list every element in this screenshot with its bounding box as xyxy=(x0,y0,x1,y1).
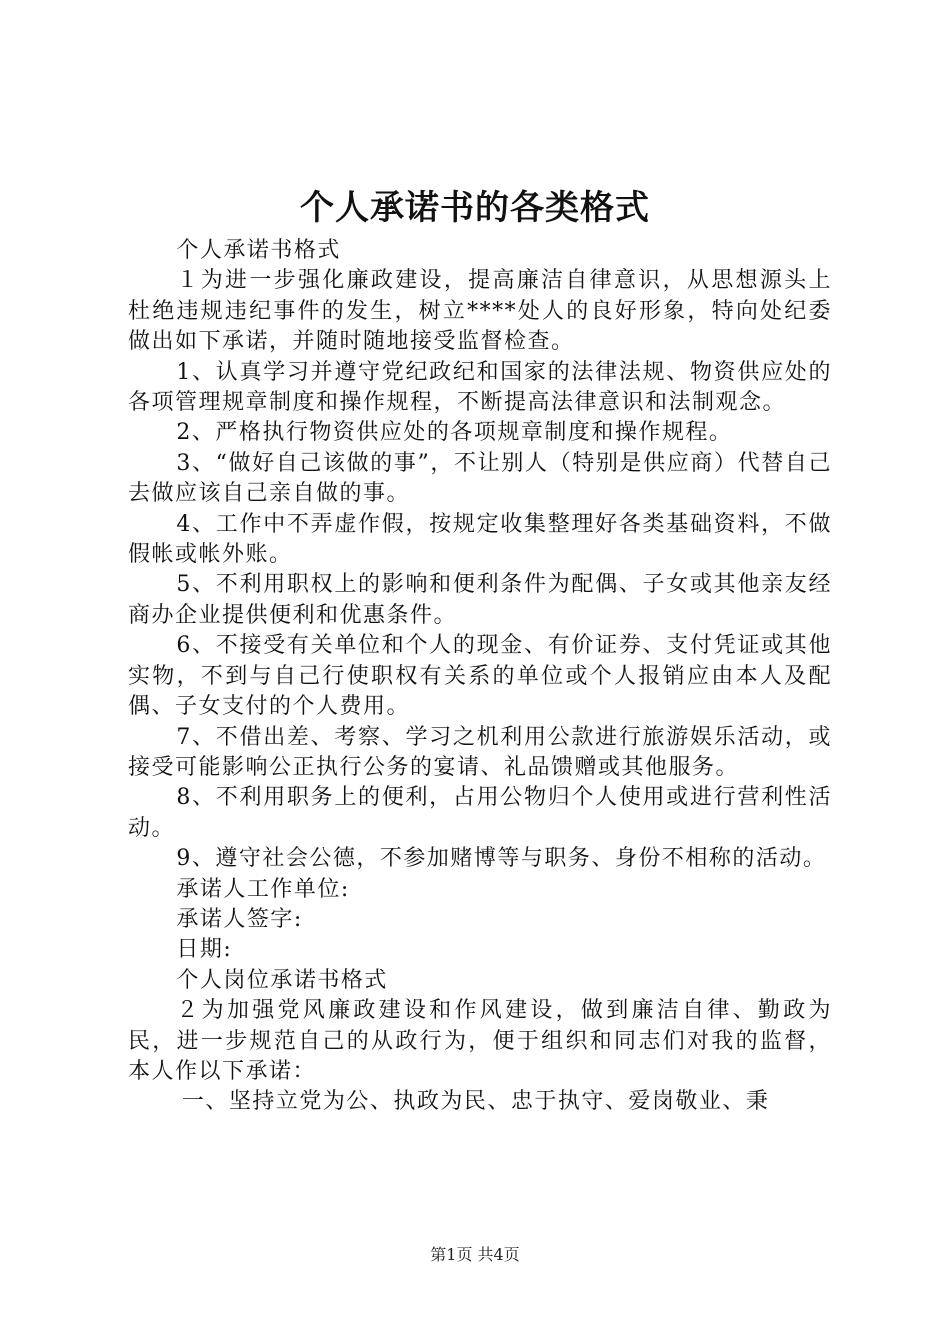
page-footer: 第1页 共4页 xyxy=(430,1245,520,1264)
paragraph-intro-2: ２为加强党风廉政建设和作风建设，做到廉洁自律、勤政为民，进一步规范自己的从政行为，便于组织和同志们对我的监督，本人作以下承诺： xyxy=(128,998,832,1084)
signer-signature-line: 承诺人签字: xyxy=(176,906,303,932)
paragraph-intro-1: １为进一步强化廉政建设，提高廉洁自律意识，从思想源头上杜绝违规违纪事件的发生，树立****处人的良好形象，特向处纪委做出如下承诺，并随时随地接受监督检查。 xyxy=(128,268,832,355)
paragraph-heading-2: 个人岗位承诺书格式 xyxy=(176,967,388,993)
paragraph-item-7: 7、不借出差、考察、学习之机利用公款进行旅游娱乐活动，或接受可能影响公正执行公务的宴请、礼品馈赠或其他服务。 xyxy=(128,724,832,780)
paragraph-item-4: 4、工作中不弄虚作假，按规定收集整理好各类基础资料，不做假帐或帐外账。 xyxy=(128,511,832,568)
paragraph-item-3: 3、“做好自己该做的事”，不让别人（特别是供应商）代替自己去做应该自己亲自做的事。 xyxy=(128,450,832,507)
paragraph-section-1: 一、坚持立党为公、执政为民、忠于执守、爱岗敬业、秉 xyxy=(181,1089,770,1115)
paragraph-item-8: 8、不利用职务上的便利，占用公物归个人使用或进行营利性活动。 xyxy=(128,785,832,841)
paragraph-item-1: 1、认真学习并遵守党纪政纪和国家的法律法规、物资供应处的各项管理规章制度和操作规程，不断提高法律意识和法制观念。 xyxy=(128,359,832,416)
paragraph-item-5: 5、不利用职权上的影响和便利条件为配偶、子女或其他亲友经商办企业提供便利和优惠条件。 xyxy=(128,572,832,628)
document-body xyxy=(128,236,832,1118)
date-line: 日期: xyxy=(176,937,233,963)
document-title: 个人承诺书的各类格式 xyxy=(300,188,650,228)
signer-unit-line: 承诺人工作单位: xyxy=(176,876,350,902)
paragraph-heading-1: 个人承诺书格式 xyxy=(176,238,341,263)
paragraph-item-9: 9、遵守社会公德，不参加赌博等与职务、身份不相称的活动。 xyxy=(176,846,827,872)
paragraph-item-6: 6、不接受有关单位和个人的现金、有价证券、支付凭证或其他实物，不到与自己行使职权有关系的单位或个人报销应由本人及配偶、子女支付的个人费用。 xyxy=(128,633,832,720)
paragraph-item-2: 2、严格执行物资供应处的各项规章制度和操作规程。 xyxy=(176,420,733,446)
